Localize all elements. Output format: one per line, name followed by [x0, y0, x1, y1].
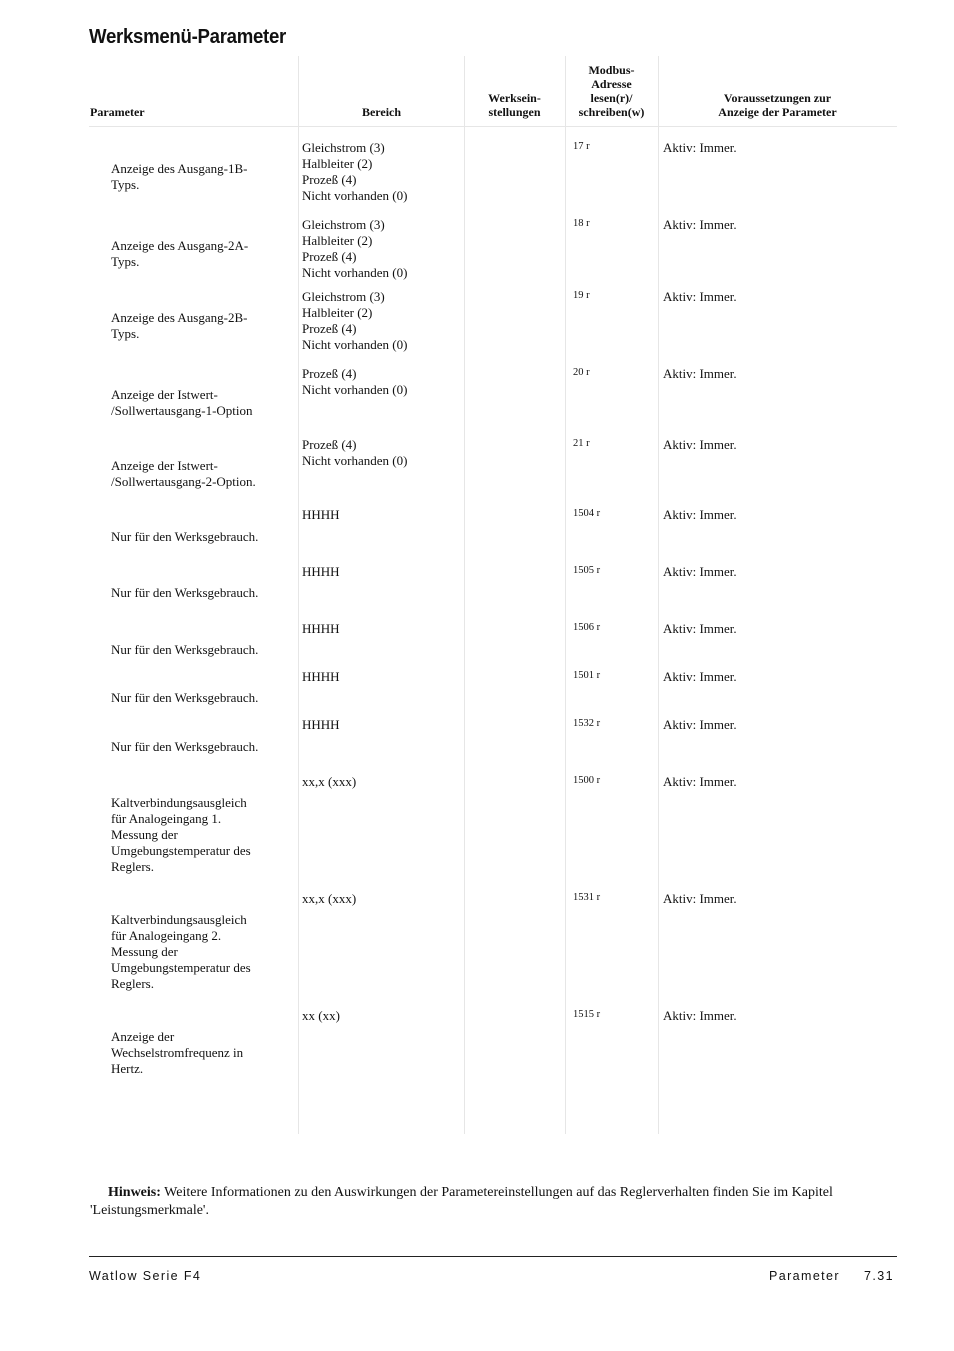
display-condition: Aktiv: Immer.	[663, 217, 737, 232]
column-divider	[565, 56, 566, 1134]
parameter-description: Anzeige des Ausgang-1B- Typs.	[111, 161, 248, 192]
modbus-address: 1500 r	[573, 775, 601, 786]
parameter-description: Nur für den Werksgebrauch.	[111, 739, 259, 754]
note-label: Hinweis:	[108, 1185, 161, 1200]
parameter-description: Nur für den Werksgebrauch.	[111, 690, 259, 705]
display-condition: Aktiv: Immer.	[663, 891, 737, 906]
display-condition: Aktiv: Immer.	[663, 1008, 737, 1023]
parameter-description: Anzeige der Wechselstromfrequenz in Hertz.	[111, 1029, 244, 1076]
range-values: xx,x (xxx)	[302, 774, 357, 789]
header-conditions: Voraussetzungen zur Anzeige der Parameter	[718, 91, 837, 119]
modbus-address: 17 r	[573, 141, 590, 152]
parameter-description: Kaltverbindungsausgleich für Analogeingang 1. Messung der Umgebungstemperatur des Reglers.	[111, 795, 251, 874]
footer-section-name: Parameter	[769, 1269, 840, 1283]
display-condition: Aktiv: Immer.	[663, 507, 737, 522]
column-divider	[658, 56, 659, 1134]
modbus-address: 1506 r	[573, 622, 601, 633]
parameter-description: Nur für den Werksgebrauch.	[111, 642, 259, 657]
header-parameter: Parameter	[90, 105, 145, 119]
page-title: Werksmenü-Parameter	[89, 26, 286, 48]
note-paragraph	[90, 1184, 900, 1220]
range-values: Gleichstrom (3) Halbleiter (2) Prozeß (4) Nicht vorhanden (0)	[302, 217, 408, 280]
range-values: xx,x (xxx)	[302, 891, 357, 906]
note-text: Weitere Informationen zu den Auswirkungen der Parametereinstellungen auf das Reglerverhalten finden Sie im Kapitel 'Leistungsmerkmale'.	[90, 1185, 833, 1218]
modbus-address: 1504 r	[573, 508, 601, 519]
header-range: Bereich	[361, 105, 402, 119]
modbus-address: 18 r	[573, 218, 590, 229]
display-condition: Aktiv: Immer.	[663, 140, 737, 155]
range-values: Gleichstrom (3) Halbleiter (2) Prozeß (4) Nicht vorhanden (0)	[302, 289, 408, 352]
range-values: HHHH	[302, 717, 340, 732]
display-condition: Aktiv: Immer.	[663, 564, 737, 579]
display-condition: Aktiv: Immer.	[663, 437, 737, 452]
header-default: Werksein- stellungen	[488, 91, 541, 119]
parameter-description: Kaltverbindungsausgleich für Analogeingang 2. Messung der Umgebungstemperatur des Reglers.	[111, 912, 251, 991]
parameter-description: Anzeige der Istwert- /Sollwertausgang-2-Option.	[111, 458, 256, 489]
parameter-description: Nur für den Werksgebrauch.	[111, 585, 259, 600]
modbus-address: 21 r	[573, 438, 590, 449]
parameter-description: Anzeige der Istwert- /Sollwertausgang-1-Option	[111, 387, 253, 418]
header-divider	[89, 126, 897, 127]
modbus-address: 1532 r	[573, 718, 601, 729]
range-values: HHHH	[302, 564, 340, 579]
column-divider	[464, 56, 465, 1134]
footer-page-number: 7.31	[864, 1269, 894, 1283]
range-values: HHHH	[302, 621, 340, 636]
column-divider	[298, 56, 299, 1134]
footer-product-name: Watlow Serie F4	[89, 1269, 202, 1283]
parameter-description: Anzeige des Ausgang-2B- Typs.	[111, 310, 248, 341]
range-values: Gleichstrom (3) Halbleiter (2) Prozeß (4) Nicht vorhanden (0)	[302, 140, 408, 203]
range-values: Prozeß (4) Nicht vorhanden (0)	[302, 437, 408, 468]
range-values: xx (xx)	[302, 1008, 340, 1023]
display-condition: Aktiv: Immer.	[663, 366, 737, 381]
modbus-address: 1505 r	[573, 565, 601, 576]
range-values: HHHH	[302, 669, 340, 684]
range-values: Prozeß (4) Nicht vorhanden (0)	[302, 366, 408, 397]
display-condition: Aktiv: Immer.	[663, 717, 737, 732]
parameter-description: Nur für den Werksgebrauch.	[111, 529, 259, 544]
header-modbus-address: Modbus- Adresse lesen(r)/ schreiben(w)	[578, 63, 645, 119]
parameter-description: Anzeige des Ausgang-2A- Typs.	[111, 238, 249, 269]
footer-rule	[89, 1256, 897, 1257]
display-condition: Aktiv: Immer.	[663, 621, 737, 636]
range-values: HHHH	[302, 507, 340, 522]
modbus-address: 1531 r	[573, 892, 601, 903]
modbus-address: 20 r	[573, 367, 590, 378]
modbus-address: 19 r	[573, 290, 590, 301]
modbus-address: 1501 r	[573, 670, 601, 681]
display-condition: Aktiv: Immer.	[663, 774, 737, 789]
display-condition: Aktiv: Immer.	[663, 289, 737, 304]
display-condition: Aktiv: Immer.	[663, 669, 737, 684]
modbus-address: 1515 r	[573, 1009, 601, 1020]
